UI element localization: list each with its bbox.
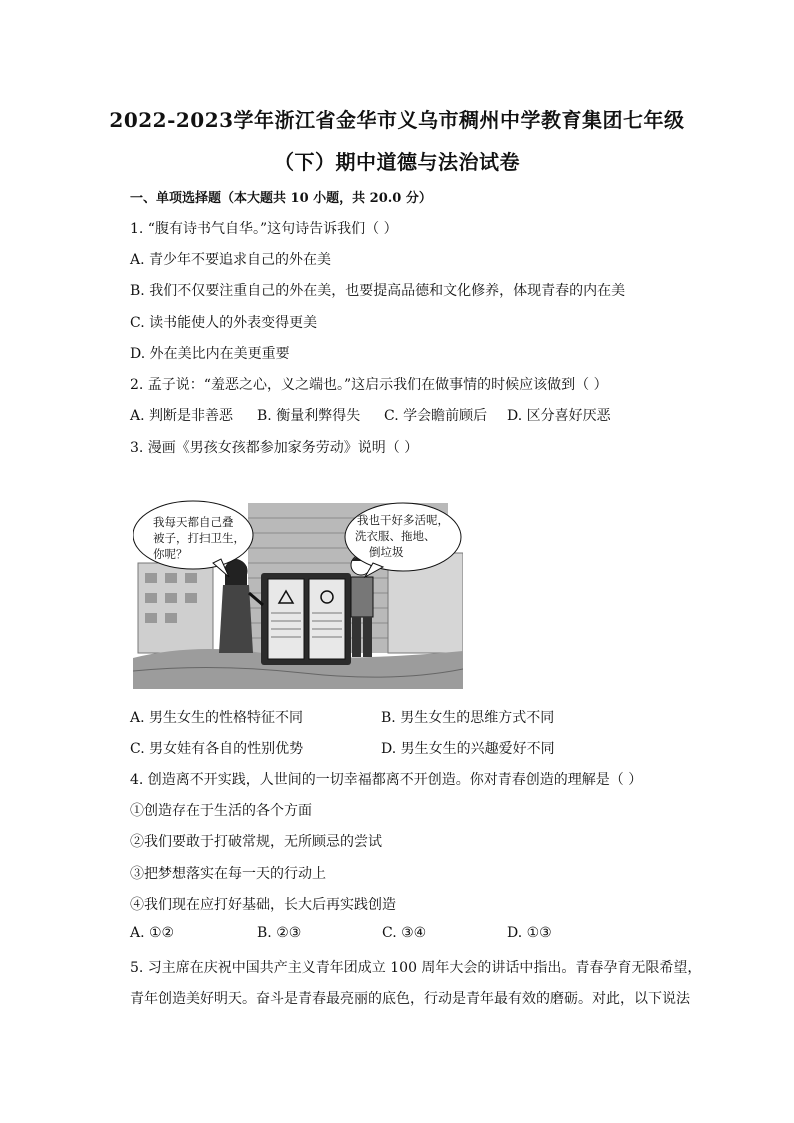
- section-heading: 一、单项选择题（本大题共 10 小题，共 20.0 分）: [130, 191, 432, 206]
- right-bubble-line3: 倒垃圾: [369, 545, 404, 559]
- question-2-option-a: A. 判断是非善恶: [130, 408, 234, 424]
- question-2-option-b: B. 衡量利弊得失: [257, 408, 361, 424]
- question-4-option-a: A. ①②: [130, 925, 175, 941]
- left-bubble-line2: 被子，打扫卫生，: [153, 531, 245, 545]
- question-4-options: [130, 925, 552, 941]
- question-5-stem-line2: 青年创造美好明天。奋斗是青春最亮丽的底色，行动是青年最有效的磨砺。对此，以下说法: [130, 991, 690, 1007]
- question-3-option-a: A. 男生女生的性格特征不同: [130, 710, 304, 726]
- question-1-option-c: C. 读书能使人的外表变得更美: [130, 315, 318, 331]
- question-2-stem: 2. 孟子说：“羞恶之心，义之端也。”这启示我们在做事情的时候应该做到（ ）: [130, 377, 608, 393]
- question-4-option-b: B. ②③: [257, 925, 302, 941]
- question-1-stem: 1. “腹有诗书气自华。”这句诗告诉我们（ ）: [130, 221, 398, 237]
- question-2-options: [130, 405, 611, 425]
- question-4-statement-3: ③把梦想落实在每一天的行动上: [130, 866, 326, 882]
- question-4-statement-2: ②我们要敢于打破常规，无所顾忌的尝试: [130, 834, 382, 850]
- question-1-option-d: D. 外在美比内在美更重要: [130, 346, 290, 362]
- question-4-statement-1: ①创造存在于生活的各个方面: [130, 803, 312, 819]
- question-3-option-d: D. 男生女生的兴趣爱好不同: [381, 741, 555, 757]
- question-3-option-b: B. 男生女生的思维方式不同: [381, 710, 555, 726]
- left-bubble-line3: 你呢？: [153, 547, 188, 561]
- question-3-option-c: C. 男女娃有各自的性别优势: [130, 741, 304, 757]
- question-4-stem: 4. 创造离不开实践，人世间的一切幸福都离不开创造。你对青春创造的理解是（ ）: [130, 772, 643, 788]
- question-4-statement-4: ④我们现在应打好基础，长大后再实践创造: [130, 897, 396, 913]
- exam-title-line2: （下）期中道德与法治试卷: [274, 150, 520, 174]
- question-1-option-a: A. 青少年不要追求自己的外在美: [130, 252, 332, 268]
- question-2-option-c: C. 学会瞻前顾后: [384, 408, 488, 424]
- right-bubble-line1: 我也干好多活呢，: [357, 513, 449, 527]
- exam-title-line1: 2022-2023学年浙江省金华市义乌市稠州中学教育集团七年级: [109, 108, 685, 132]
- question-4-option-c: C. ③④: [382, 925, 427, 941]
- question-4-option-d: D. ①③: [507, 925, 552, 941]
- question-2-option-d: D. 区分喜好厌恶: [507, 408, 611, 424]
- right-bubble-line2: 洗衣服、拖地、: [355, 529, 436, 543]
- question-3-stem: 3. 漫画《男孩女孩都参加家务劳动》说明（ ）: [130, 440, 419, 456]
- question-1-option-b: B. 我们不仅要注重自己的外在美，也要提高品德和文化修养，体现青春的内在美: [130, 283, 626, 299]
- left-bubble-line1: 我每天都自己叠: [153, 515, 234, 529]
- question-5-stem-line1: 5. 习主席在庆祝中国共产主义青年团成立 100 周年大会的讲话中指出。青春孕育无限希望，: [130, 960, 702, 976]
- cartoon-image: [133, 493, 463, 689]
